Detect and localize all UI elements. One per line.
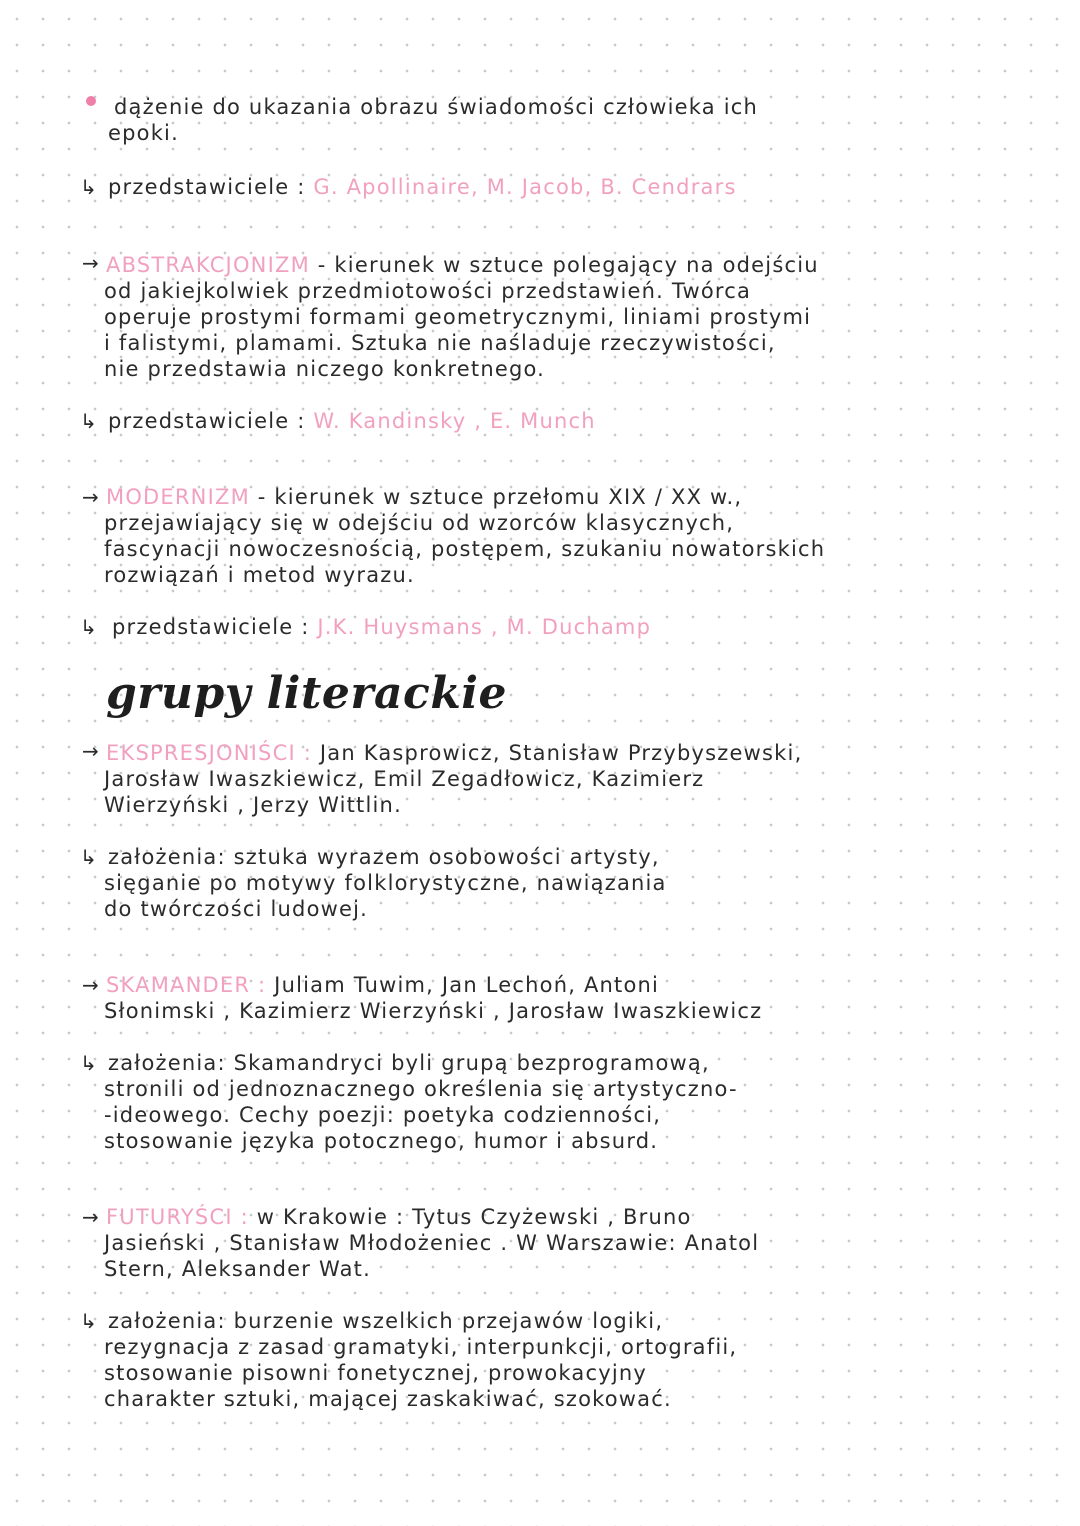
abstrakcjonizm-line-4: i falistymi, plamami. Sztuka nie naśladuje rzeczywistości, [104, 331, 776, 355]
representatives-names: J.K. Huysmans , M. Duchamp [317, 615, 652, 639]
skamander-text: Juliam Tuwim, Jan Lechoń, Antoni [274, 973, 660, 997]
futurysci-assumptions-line-2: rezygnacja z zasad gramatyki, interpunkcji, ortografii, [104, 1335, 738, 1359]
futurysci-line-3: Stern, Aleksander Wat. [104, 1257, 371, 1281]
representatives-label: przedstawiciele : [112, 615, 310, 639]
intro-line-1: dążenie do ukazania obrazu świadomości człowieka ich [114, 95, 759, 119]
assumptions-text: Skamandryci byli grupą bezprogramową, [233, 1051, 710, 1075]
pink-bullet-icon [86, 96, 96, 106]
ekspresjonisci-line-1 [106, 740, 802, 766]
representatives-label: przedstawiciele : [108, 409, 306, 433]
arrow-right-icon: → [82, 1205, 99, 1229]
skamander-assumptions-line-4: stosowanie języka potocznego, humor i absurd. [104, 1129, 659, 1153]
representatives-names: G. Apollinaire, M. Jacob, B. Cendrars [313, 175, 737, 199]
sub-arrow-icon: ↳ [80, 615, 97, 639]
futurysci-text: w Krakowie : Tytus Czyżewski , Bruno [256, 1205, 692, 1229]
representatives-label: przedstawiciele : [108, 175, 306, 199]
modernizm-line-2: przejawiający się w odejściu od wzorców klasycznych, [104, 511, 735, 535]
modernizm-line-4: rozwiązań i metod wyrazu. [104, 563, 415, 587]
ekspresjonisci-assumptions-line-3: do twórczości ludowej. [104, 897, 369, 921]
sub-arrow-icon: ↳ [80, 1309, 97, 1333]
futurysci-assumptions-line-1 [108, 1308, 663, 1334]
modernizm-line-3: fascynacji nowoczesnością, postępem, szukaniu nowatorskich [104, 537, 826, 561]
skamander-line-2: Słonimski , Kazimierz Wierzyński , Jarosław Iwaszkiewicz [104, 999, 763, 1023]
futurysci-term: FUTURYŚCI : [106, 1205, 249, 1229]
sub-arrow-icon: ↳ [80, 1051, 97, 1075]
representatives-3 [112, 614, 651, 640]
intro-line-2: epoki. [108, 121, 179, 145]
modernizm-text: - kierunek w sztuce przełomu XIX / XX w., [257, 485, 743, 509]
ekspresjonisci-text: Jan Kasprowicz, Stanisław Przybyszewski, [319, 741, 803, 765]
ekspresjonisci-assumptions-line-2: sięganie po motywy folklorystyczne, nawiązania [104, 871, 667, 895]
assumptions-label: założenia: [108, 1051, 226, 1075]
arrow-right-icon: → [82, 251, 99, 275]
skamander-term: SKAMANDER : [106, 973, 267, 997]
futurysci-line-2: Jasieński , Stanisław Młodożeniec . W Warszawie: Anatol [104, 1231, 760, 1255]
assumptions-label: założenia: [108, 845, 226, 869]
abstrakcjonizm-term: ABSTRAKCJONIZM [106, 253, 310, 277]
abstrakcjonizm-line-2: od jakiejkolwiek przedmiotowości przedstawień. Twórca [104, 279, 752, 303]
sub-arrow-icon: ↳ [80, 175, 97, 199]
ekspresjonisci-line-2: Jarosław Iwaszkiewicz, Emil Zegadłowicz, Kazimierz [104, 767, 705, 791]
skamander-assumptions-line-3: -ideowego. Cechy poezji: poetyka codzienności, [104, 1103, 662, 1127]
representatives-names: W. Kandinsky , E. Munch [313, 409, 596, 433]
futurysci-assumptions-line-3: stosowanie pisowni fonetycznej, prowokacyjny [104, 1361, 648, 1385]
assumptions-text: sztuka wyrazem osobowości artysty, [233, 845, 660, 869]
abstrakcjonizm-line-1 [106, 252, 819, 278]
assumptions-label: założenia: [108, 1309, 226, 1333]
skamander-assumptions-line-1 [108, 1050, 710, 1076]
futurysci-assumptions-line-4: charakter sztuki, mającej zaskakiwać, szokować. [104, 1387, 672, 1411]
representatives-2 [108, 408, 596, 434]
skamander-assumptions-line-2: stronili od jednoznacznego określenia się artystyczno- [104, 1077, 738, 1101]
modernizm-line-1 [106, 484, 742, 510]
sub-arrow-icon: ↳ [80, 409, 97, 433]
ekspresjonisci-assumptions-line-1 [108, 844, 660, 870]
ekspresjonisci-line-3: Wierzyński , Jerzy Wittlin. [104, 793, 402, 817]
futurysci-line-1 [106, 1204, 692, 1230]
sub-arrow-icon: ↳ [80, 845, 97, 869]
representatives-1 [108, 174, 737, 200]
arrow-right-icon: → [82, 485, 99, 509]
arrow-right-icon: → [82, 973, 99, 997]
abstrakcjonizm-text: - kierunek w sztuce polegający na odejściu [317, 253, 819, 277]
arrow-right-icon: → [82, 739, 99, 763]
skamander-line-1 [106, 972, 659, 998]
modernizm-term: MODERNIZM [106, 485, 250, 509]
ekspresjonisci-term: EKSPRESJONIŚCI : [106, 741, 312, 765]
abstrakcjonizm-line-5: nie przedstawia niczego konkretnego. [104, 357, 546, 381]
assumptions-text: burzenie wszelkich przejawów logiki, [233, 1309, 664, 1333]
abstrakcjonizm-line-3: operuje prostymi formami geometrycznymi, liniami prostymi [104, 305, 812, 329]
section-heading: grupy literackie [106, 668, 508, 719]
